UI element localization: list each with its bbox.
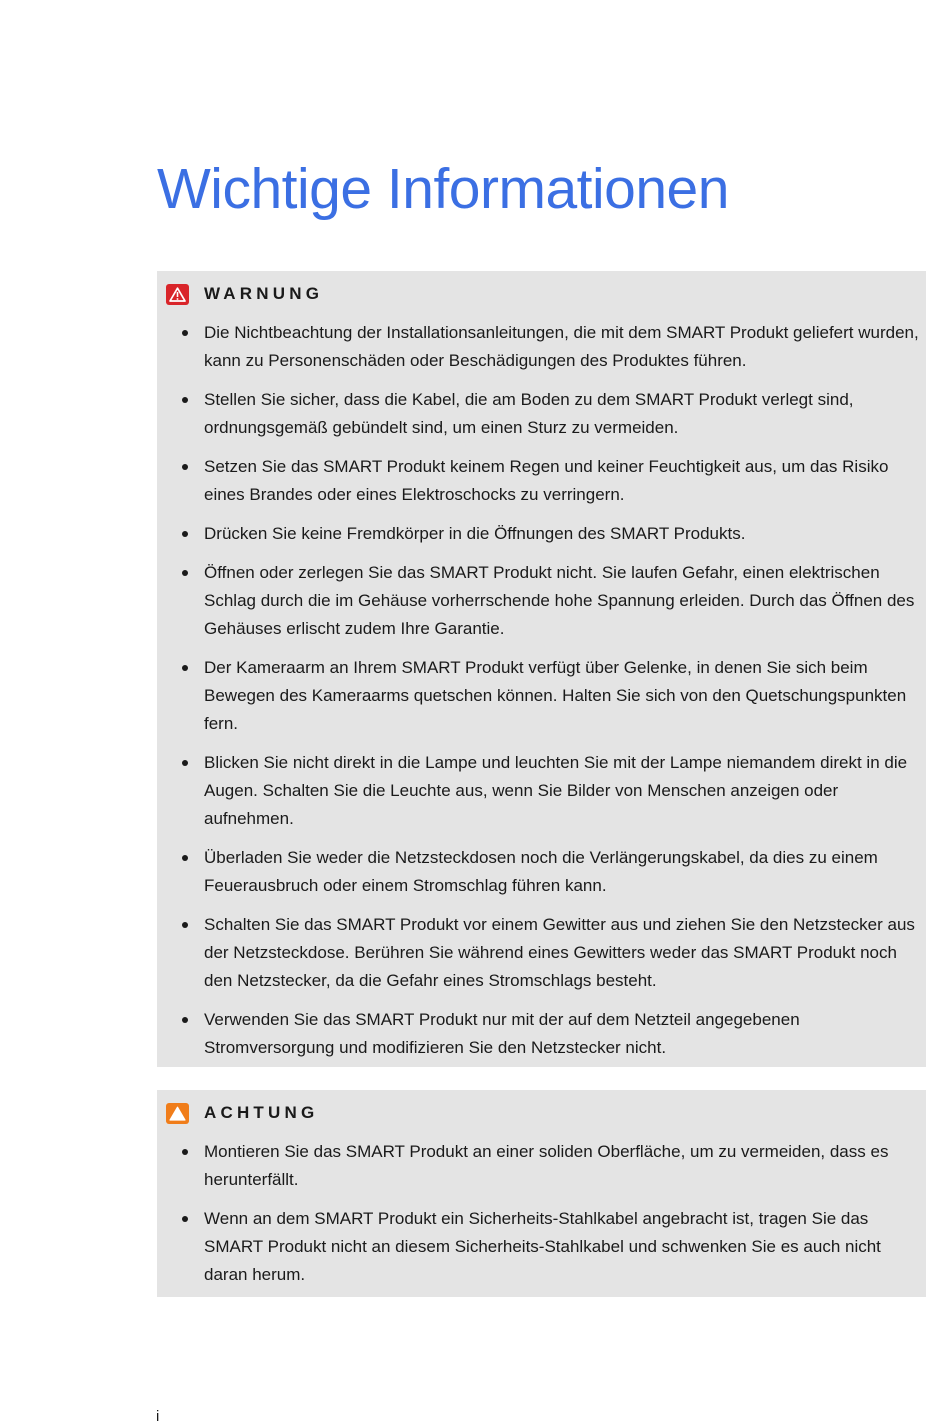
caution-item-text: Montieren Sie das SMART Produkt an einer soliden Oberfläche, um zu vermeiden, dass es herunterfällt. (204, 1142, 889, 1189)
bullet-icon (182, 922, 188, 928)
warning-item-text: Verwenden Sie das SMART Produkt nur mit der auf dem Netzteil angegebenen Stromversorgung und modifizieren Sie den Netzstecker nicht. (204, 1010, 800, 1057)
warning-triangle-icon (166, 284, 189, 305)
caution-item (157, 1138, 926, 1194)
page-title: Wichtige Informationen (157, 157, 729, 221)
warning-label: WARNUNG (204, 284, 324, 303)
warning-item-text: Schalten Sie das SMART Produkt vor einem Gewitter aus und ziehen Sie den Netzstecker aus der Netzsteckdose. Berühren Sie während eines Gewitters weder das SMART Produkt noch den Netzstecker, da die Gefahr eines Stromschlags besteht. (204, 915, 915, 990)
warning-item-text: Blicken Sie nicht direkt in die Lampe und leuchten Sie mit der Lampe niemandem direkt in die Augen. Schalten Sie die Leuchte aus, wenn Sie Bilder von Menschen anzeigen oder aufnehmen. (204, 753, 908, 828)
bullet-icon (182, 855, 188, 861)
warning-item (157, 453, 926, 509)
warning-item (157, 520, 926, 548)
warning-item (157, 749, 926, 833)
warning-item (157, 654, 926, 738)
caution-item (157, 1205, 926, 1289)
warning-box (157, 271, 926, 1067)
bullet-icon (182, 1216, 188, 1222)
warning-item-text: Der Kameraarm an Ihrem SMART Produkt verfügt über Gelenke, in denen Sie sich beim Bewegen des Kameraarms quetschen können. Halten Sie sich von den Quetschungspunkten fern. (204, 658, 907, 733)
caution-box (157, 1090, 926, 1297)
caution-triangle-icon (166, 1103, 189, 1124)
caution-list (157, 1138, 926, 1300)
warning-item (157, 1006, 926, 1062)
warning-item (157, 319, 926, 375)
warning-item (157, 386, 926, 442)
warning-item (157, 559, 926, 643)
warning-item (157, 844, 926, 900)
warning-item-text: Überladen Sie weder die Netzsteckdosen noch die Verlängerungskabel, da dies zu einem Feuerausbruch oder einem Stromschlag führen kann. (204, 848, 878, 895)
warning-item-text: Setzen Sie das SMART Produkt keinem Regen und keiner Feuchtigkeit aus, um das Risiko eines Brandes oder eines Elektroschocks zu verringern. (204, 457, 889, 504)
caution-header (166, 1101, 318, 1125)
caution-label: ACHTUNG (204, 1103, 319, 1122)
bullet-icon (182, 1149, 188, 1155)
warning-header (166, 282, 323, 306)
bullet-icon (182, 760, 188, 766)
warning-item-text: Stellen Sie sicher, dass die Kabel, die am Boden zu dem SMART Produkt verlegt sind, ordnungsgemäß gebündelt sind, um einen Sturz zu vermeiden. (204, 390, 854, 437)
bullet-icon (182, 330, 188, 336)
warning-item-text: Die Nichtbeachtung der Installationsanleitungen, die mit dem SMART Produkt geliefert wurden, kann zu Personenschäden oder Beschädigungen des Produktes führen. (204, 323, 919, 370)
bullet-icon (182, 464, 188, 470)
page-number: i (156, 1408, 160, 1425)
caution-item-text: Wenn an dem SMART Produkt ein Sicherheits-Stahlkabel angebracht ist, tragen Sie das SMART Produkt nicht an diesem Sicherheits-Stahlkabel und schwenken Sie es auch nicht daran herum. (204, 1209, 881, 1284)
warning-list (157, 319, 926, 1073)
bullet-icon (182, 531, 188, 537)
bullet-icon (182, 1017, 188, 1023)
bullet-icon (182, 665, 188, 671)
warning-item-text: Drücken Sie keine Fremdkörper in die Öffnungen des SMART Produkts. (204, 524, 746, 543)
bullet-icon (182, 570, 188, 576)
bullet-icon (182, 397, 188, 403)
warning-item-text: Öffnen oder zerlegen Sie das SMART Produkt nicht. Sie laufen Gefahr, einen elektrischen Schlag durch die im Gehäuse vorherrschende hohe Spannung erleiden. Durch das Öffnen des Gehäuses erlischt zudem Ihre Garantie. (204, 563, 915, 638)
warning-item (157, 911, 926, 995)
